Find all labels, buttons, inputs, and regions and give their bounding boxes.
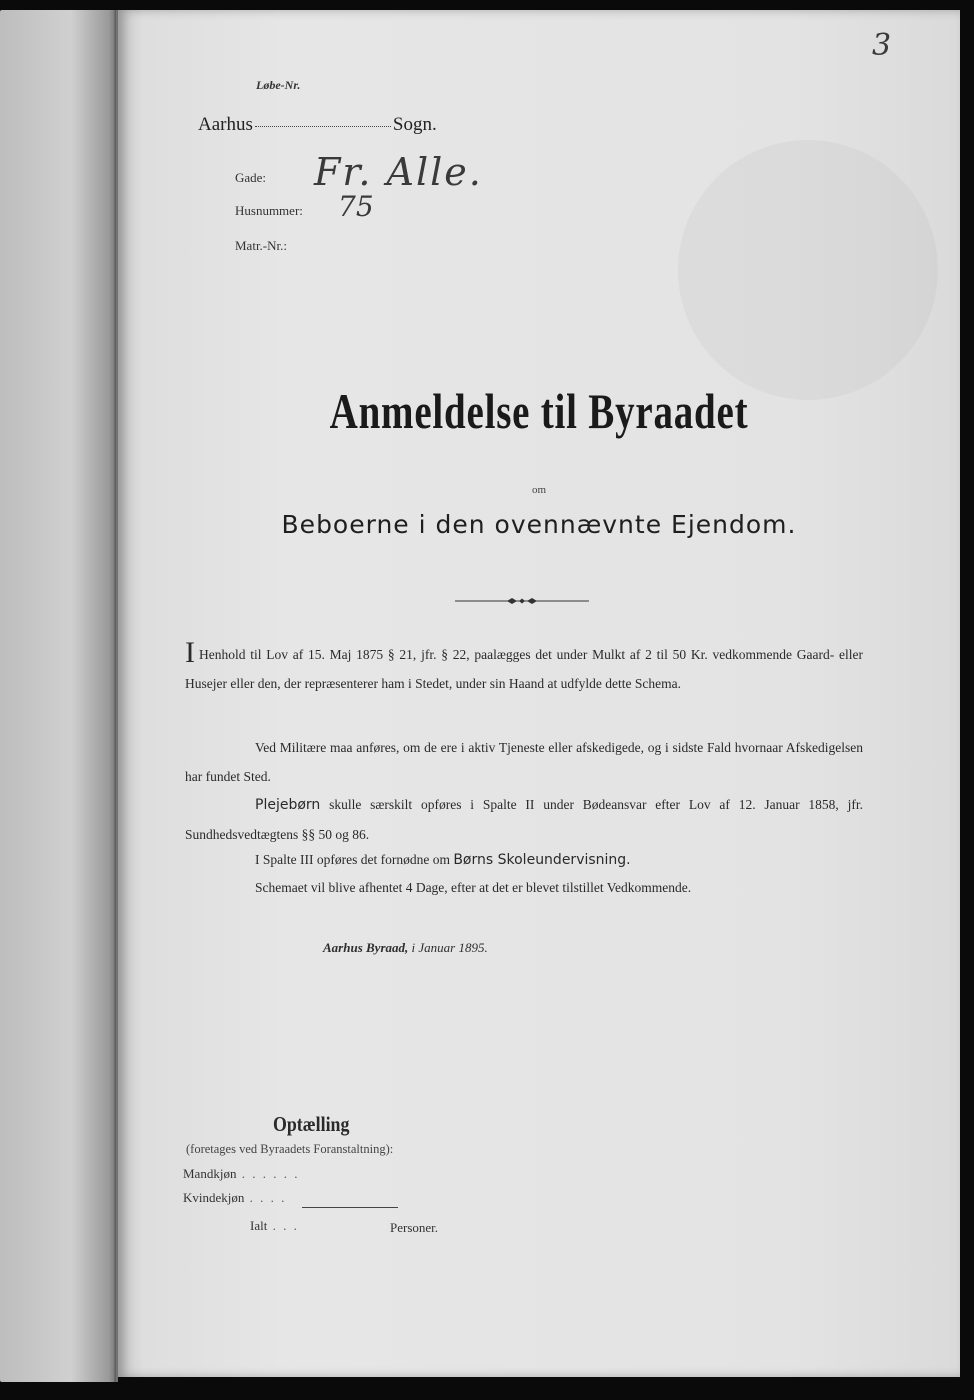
binding-shadow [113, 10, 116, 1382]
paragraph-schooling [185, 845, 863, 875]
matr-nr-label: Matr.-Nr.: [235, 238, 287, 253]
page-number: 3 [872, 28, 892, 63]
house-number-label: Husnummer: [235, 203, 303, 218]
issue-date: i Januar 1895. [411, 940, 488, 955]
document-subtitle: Beboerne i den ovennævnte Ejendom. [281, 510, 797, 539]
count-title: Optælling [273, 1112, 350, 1136]
parish-line [198, 114, 437, 136]
title-connector: om [531, 484, 547, 496]
city-label: Aarhus [198, 114, 253, 135]
dot-leader: . . . . [244, 1190, 287, 1205]
facing-page-edge [0, 10, 118, 1382]
persons-label: Personer. [390, 1220, 439, 1235]
count-subtitle: (foretages ved Byraadets Foranstaltning): [186, 1142, 394, 1156]
total-count-row [250, 1218, 299, 1234]
male-count-row [183, 1166, 299, 1182]
sum-line [302, 1207, 398, 1208]
emphasis-schooling: Børns Skoleundervisning. [453, 852, 631, 868]
paragraph-text: I Spalte III opføres det fornødne om [255, 852, 450, 867]
female-count-row [183, 1190, 286, 1206]
dot-leader: . . . . . . [236, 1166, 300, 1181]
document-page [118, 10, 960, 1377]
total-label: Ialt [250, 1218, 268, 1233]
document-title: Anmeldelse til Byraadet [329, 383, 749, 439]
paragraph-text: Henhold til Lov af 15. Maj 1875 § 21, jfr. § 22, paalægges det under Mulkt af 2 til 50 Kr. vedkommende Gaard- eller Husejer eller den, der repræsenterer ham i Stedet, under sin Haand at udfylde dette Schema. [185, 647, 863, 691]
paragraph-military: Ved Militære maa anføres, om de ere i aktiv Tjeneste eller afskedigede, og i sidste Fald hvornaar Afskedigelsen har fundet Sted. [185, 740, 863, 784]
paragraph-law-reference [185, 636, 863, 698]
parish-label: Sogn. [392, 114, 437, 135]
ornament-divider [455, 596, 589, 606]
issuer-place: Aarhus Byraad, [323, 940, 409, 955]
issuer-signature [323, 940, 488, 956]
parish-fill-line [255, 125, 391, 127]
paragraph-foster-children [185, 790, 863, 849]
male-label: Mandkjøn [183, 1166, 237, 1181]
street-handwritten-value: Fr. Alle. [314, 150, 483, 194]
female-label: Kvindekjøn [183, 1190, 245, 1205]
lobe-nr-label: Løbe-Nr. [256, 78, 301, 92]
dot-leader: . . . [267, 1218, 299, 1233]
emphasis-foster-children: Plejebørn [255, 797, 321, 813]
street-label: Gade: [235, 170, 267, 185]
bleed-through-smudge [678, 140, 938, 400]
paragraph-text: skulle særskilt opføres i Spalte II under Bødeansvar efter Lov af 12. Januar 1858, jfr. Sundhedsvedtægtens §§ 50 og 86. [185, 797, 863, 842]
drop-initial: I [185, 636, 195, 669]
house-number-handwritten-value: 75 [338, 190, 374, 223]
paragraph-collection: Schemaet vil blive afhentet 4 Dage, efter at det er blevet tilstillet Vedkommende. [255, 880, 692, 895]
